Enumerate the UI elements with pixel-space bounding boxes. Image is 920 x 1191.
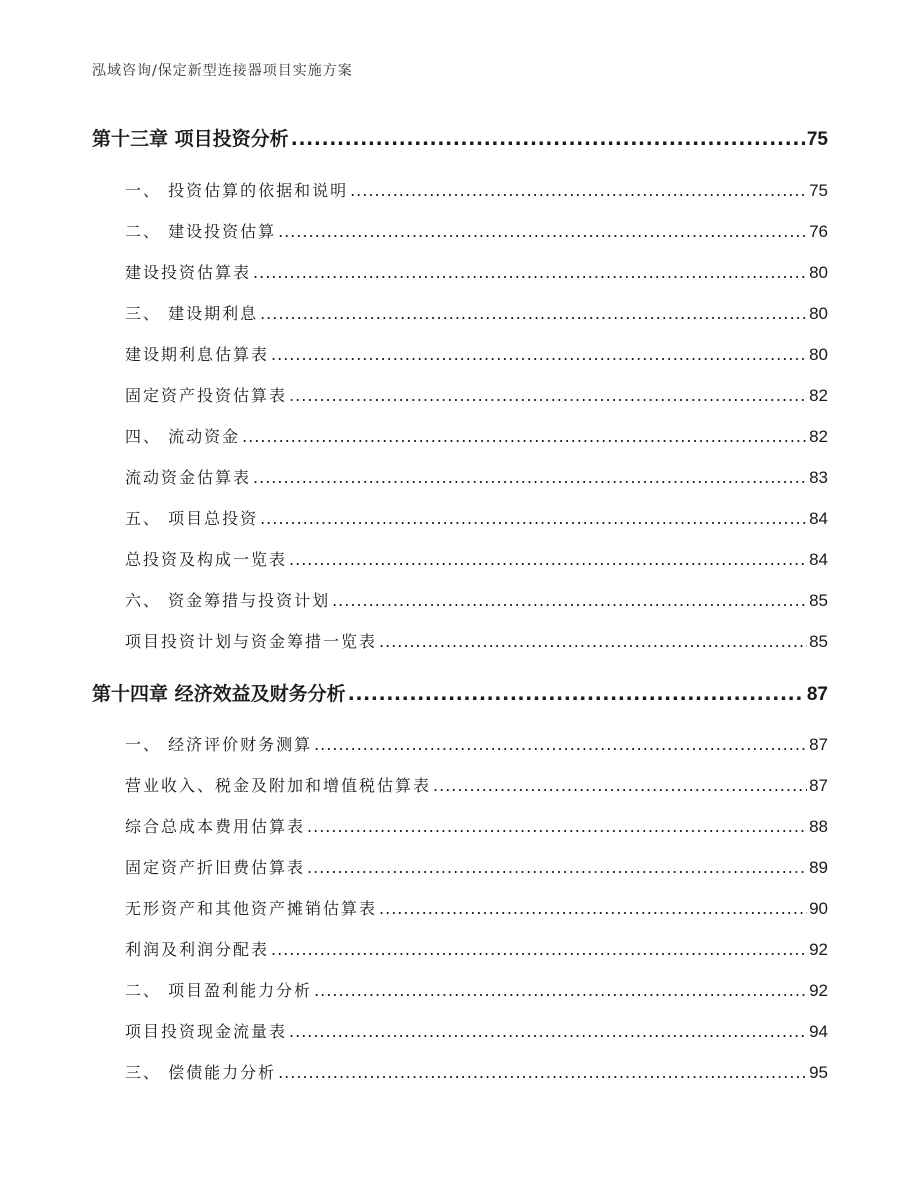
toc-entry-title: 建设投资估算表 [125,263,252,282]
toc-entry-page-number: 87 [809,735,828,754]
toc-entry-title: 二、 项目盈利能力分析 [125,981,313,1000]
toc-entry-page-number: 75 [809,181,828,200]
toc-entry-title: 营业收入、税金及附加和增值税估算表 [125,776,432,795]
toc-entry-title: 总投资及构成一览表 [125,550,288,569]
dot-leader [348,683,805,705]
toc-entry-page-number: 80 [809,345,828,364]
dot-leader [379,899,807,918]
toc-section-entry[interactable] [92,978,828,1001]
dot-leader [307,858,807,877]
toc-section-entry[interactable] [92,178,828,201]
dot-leader [332,591,807,610]
dot-leader [314,981,807,1000]
toc-section-entry[interactable] [92,588,828,611]
dot-leader [242,427,807,446]
toc-entry-page-number: 84 [809,550,828,569]
dot-leader [307,817,807,836]
dot-leader [289,1022,807,1041]
toc-entry-title: 五、 项目总投资 [125,509,259,528]
dot-leader [278,1063,807,1082]
toc-entry-title: 六、 资金筹措与投资计划 [125,591,331,610]
toc-entry-page-number: 89 [809,858,828,877]
toc-entry-page-number: 92 [809,981,828,1000]
dot-leader [350,181,807,200]
toc-entry-page-number: 82 [809,427,828,446]
toc-entry-page-number: 92 [809,940,828,959]
toc-entry-title: 固定资产折旧费估算表 [125,858,306,877]
toc-entry-title: 三、 偿债能力分析 [125,1063,277,1082]
toc-section-entry[interactable] [92,937,828,960]
toc-section-entry[interactable] [92,547,828,570]
toc-section-entry[interactable] [92,506,828,529]
dot-leader [253,263,807,282]
dot-leader [253,468,807,487]
dot-leader [314,735,807,754]
toc-entry-title: 三、 建设期利息 [125,304,259,323]
toc-entry-title: 固定资产投资估算表 [125,386,288,405]
toc-section-entry[interactable] [92,629,828,652]
toc-entry-page-number: 75 [806,129,828,150]
toc-entry-page-number: 82 [809,386,828,405]
toc-entry-title: 建设期利息估算表 [125,345,270,364]
toc-entry-title: 第十三章 项目投资分析 [92,128,289,150]
toc-chapter-entry[interactable] [92,124,828,151]
dot-leader [260,509,807,528]
toc-entry-page-number: 83 [809,468,828,487]
toc-entry-title: 流动资金估算表 [125,468,252,487]
toc-entry-title: 利润及利润分配表 [125,940,270,959]
toc-entry-page-number: 85 [809,591,828,610]
toc-entry-title: 一、 投资估算的依据和说明 [125,181,349,200]
toc-section-entry[interactable] [92,855,828,878]
toc-section-entry[interactable] [92,424,828,447]
toc-section-entry[interactable] [92,814,828,837]
toc-section-entry[interactable] [92,342,828,365]
toc-entry-page-number: 80 [809,304,828,323]
dot-leader [278,222,807,241]
toc-entry-page-number: 94 [809,1022,828,1041]
toc-section-entry[interactable] [92,465,828,488]
toc-section-entry[interactable] [92,896,828,919]
toc-entry-page-number: 87 [809,776,828,795]
dot-leader [289,550,807,569]
toc-section-entry[interactable] [92,383,828,406]
toc-entry-title: 二、 建设投资估算 [125,222,277,241]
toc-section-entry[interactable] [92,1019,828,1042]
toc-entry-title: 一、 经济评价财务测算 [125,735,313,754]
toc-section-entry[interactable] [92,219,828,242]
dot-leader [289,386,807,405]
toc-entry-title: 第十四章 经济效益及财务分析 [92,683,346,705]
toc-section-entry[interactable] [92,732,828,755]
toc-section-entry[interactable] [92,1060,828,1083]
dot-leader [291,128,805,150]
dot-leader [271,345,807,364]
toc-section-entry[interactable] [92,301,828,324]
toc-entry-title: 四、 流动资金 [125,427,241,446]
toc-entry-page-number: 88 [809,817,828,836]
toc-entry-page-number: 85 [809,632,828,651]
toc-entry-title: 项目投资计划与资金筹措一览表 [125,632,378,651]
toc-entry-page-number: 87 [806,684,828,705]
toc-section-entry[interactable] [92,260,828,283]
dot-leader [379,632,807,651]
dot-leader [260,304,807,323]
dot-leader [271,940,807,959]
toc-entry-title: 无形资产和其他资产摊销估算表 [125,899,378,918]
toc-entry-page-number: 90 [809,899,828,918]
toc-entry-page-number: 84 [809,509,828,528]
toc-entry-title: 项目投资现金流量表 [125,1022,288,1041]
toc-section-entry[interactable] [92,773,828,796]
toc-chapter-entry[interactable] [92,679,828,706]
toc-entry-title: 综合总成本费用估算表 [125,817,306,836]
toc-entry-page-number: 95 [809,1063,828,1082]
toc-entry-page-number: 80 [809,263,828,282]
dot-leader [433,776,807,795]
toc-entry-page-number: 76 [809,222,828,241]
page-header: 泓域咨询/保定新型连接器项目实施方案 [92,63,353,79]
